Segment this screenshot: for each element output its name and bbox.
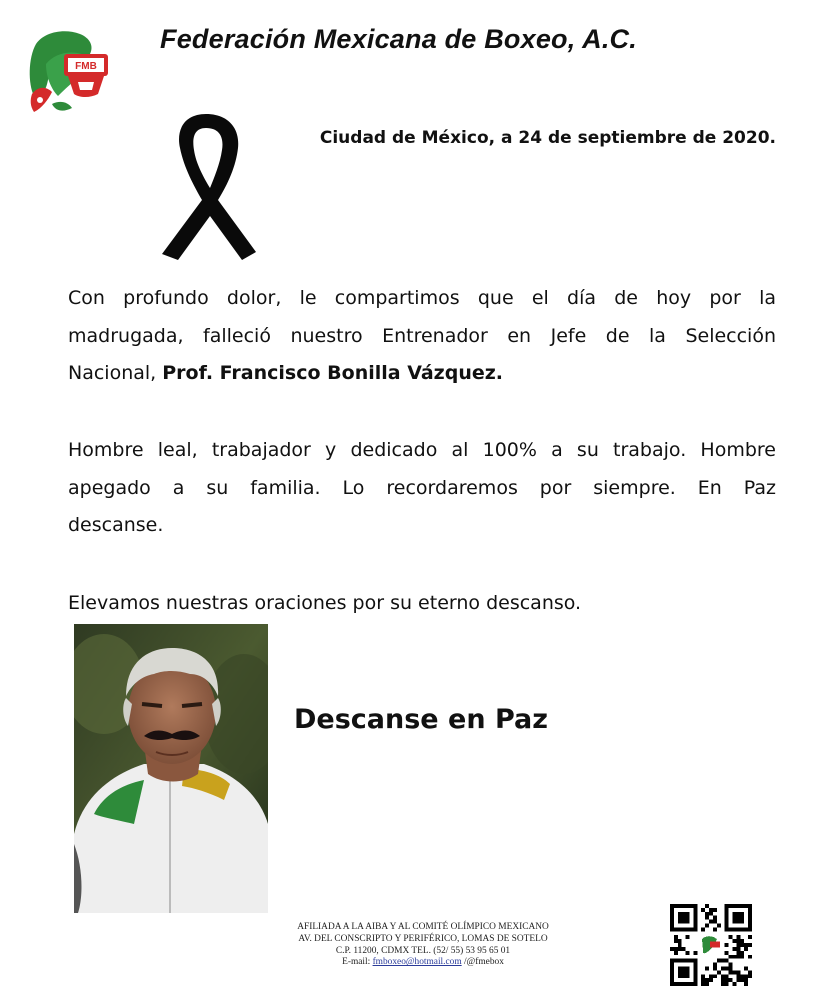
logo-text: FMB [75,61,97,72]
email-label: E-mail: [342,957,373,968]
mourning-ribbon-icon [150,108,262,264]
tribute-paragraph [68,432,776,545]
date-line: Ciudad de México, a 24 de septiembre de 2020. [319,128,776,148]
qr-code-icon[interactable] [670,904,752,986]
footer-affiliation: AFILIADA A LA AIBA Y AL COMITÉ OLÍMPICO MEXICANO [297,922,549,932]
paragraph-line: descanse. [68,514,164,536]
organization-title: Federación Mexicana de Boxeo, A.C. [160,24,637,54]
rest-in-peace-caption: Descanse en Paz [294,704,548,735]
paragraph-line: madrugada, falleció nuestro Entrenador en Jefe de la Selección [68,324,776,347]
email-link[interactable]: fmboxeo@hotmail.com [372,957,462,968]
footer-address [218,922,628,969]
footer-address-line: AV. DEL CONSCRIPTO Y PERIFÉRICO, LOMAS DE SOTELO [298,933,548,944]
paragraph-line: Con profundo dolor, le compartimos que el día de hoy por la [68,287,776,309]
federation-logo-icon [24,24,116,116]
paragraph-text: Nacional, [68,362,163,384]
paragraph-line [68,355,776,393]
footer-contact [218,957,628,969]
paragraph-line: apegado a su familia. Lo recordaremos por siempre. En Paz [68,476,776,499]
coach-name: Prof. Francisco Bonilla Vázquez. [162,362,504,384]
prayer-paragraph [68,585,776,623]
social-handle: /@fmebox [461,957,504,968]
footer-postal-phone: C.P. 11200, CDMX TEL. (52/ 55) 53 95 65 01 [335,945,511,956]
coach-portrait-photo [74,624,268,913]
announcement-paragraph [68,280,776,393]
paragraph-line: Elevamos nuestras oraciones por su eterno descanso. [68,592,582,614]
paragraph-line: Hombre leal, trabajador y dedicado al 100% a su trabajo. Hombre [68,439,776,461]
